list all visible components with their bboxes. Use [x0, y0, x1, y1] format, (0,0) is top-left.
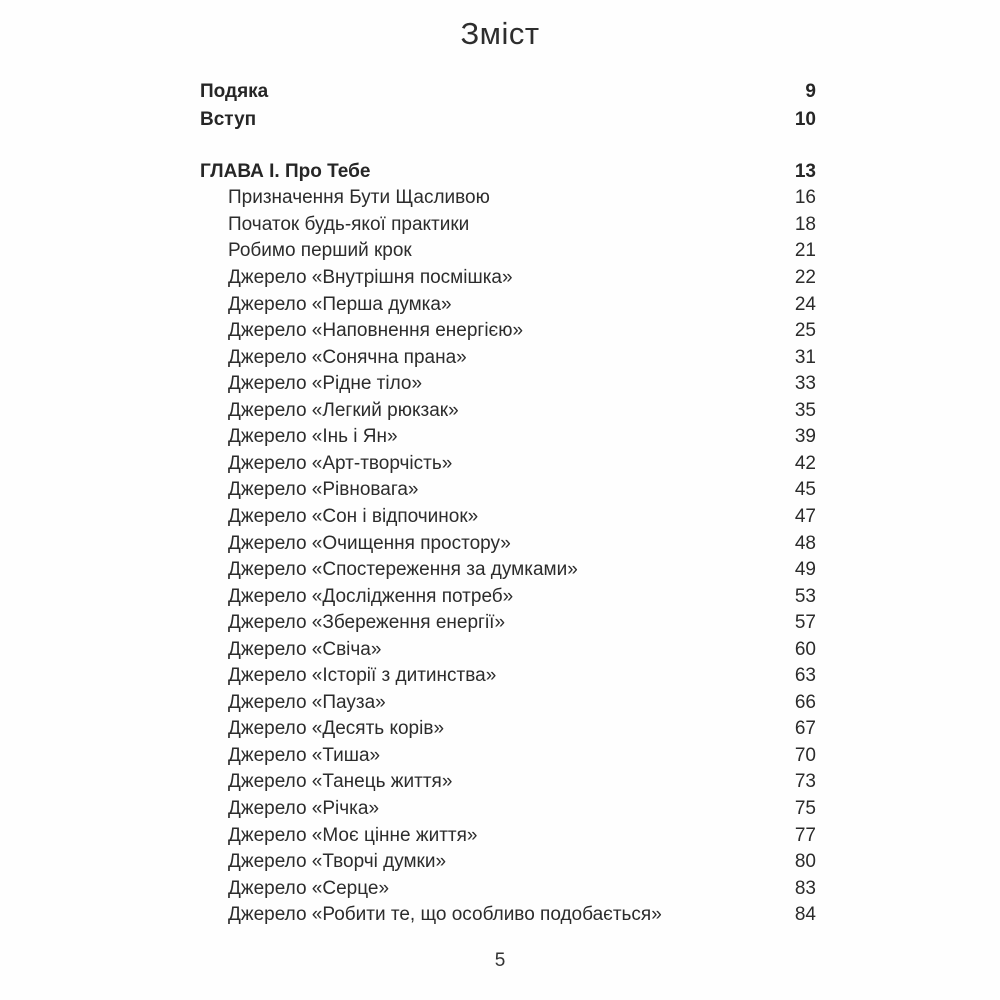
section-spacer: [200, 134, 816, 158]
toc-entry-label: Призначення Бути Щасливою: [228, 187, 490, 209]
page-title: Зміст: [460, 16, 540, 51]
toc-entry-label: Джерело «Історії з дитинства»: [228, 665, 497, 687]
toc-entry-label: Джерело «Арт-творчість»: [228, 452, 453, 474]
toc-entry-page-number: 45: [794, 479, 816, 501]
toc-entry-label: Джерело «Сон і відпочинок»: [228, 505, 479, 527]
toc-entry-page-number: 9: [805, 81, 816, 102]
toc-entry-page-number: 67: [794, 718, 816, 740]
toc-entry-row: [200, 743, 816, 770]
toc-entry-page-number: 42: [794, 452, 816, 474]
toc-entry-page-number: 22: [794, 267, 816, 289]
toc-entry-row: [200, 318, 816, 345]
toc-entry-label: Джерело «Дослідження потреб»: [228, 585, 514, 607]
toc-entry-row: [200, 637, 816, 664]
toc-entry-label: Джерело «Сонячна прана»: [228, 346, 467, 368]
toc-front-matter-row: [200, 78, 816, 106]
toc-entry-row: [200, 557, 816, 584]
toc-entry-label: Джерело «Робити те, що особливо подобається»: [228, 904, 662, 926]
toc-entry-label: Джерело «Свіча»: [228, 638, 382, 660]
toc-entry-row: [200, 504, 816, 531]
toc-entry-row: [200, 371, 816, 398]
toc-entry-row: [200, 584, 816, 611]
toc-entry-label: Джерело «Легкий рюкзак»: [228, 399, 459, 421]
toc-entry-row: [200, 796, 816, 823]
toc-entry-page-number: 49: [794, 559, 816, 581]
toc-entry-page-number: 73: [794, 771, 816, 793]
toc-entry-page-number: 83: [794, 877, 816, 899]
toc-entry-page-number: 70: [794, 744, 816, 766]
toc-entry-page-number: 77: [794, 824, 816, 846]
toc-entry-row: [200, 716, 816, 743]
page-folio-number: 5: [494, 950, 506, 971]
toc-entry-label: Джерело «Інь і Ян»: [228, 426, 398, 448]
toc-entry-label: Джерело «Внутрішня посмішка»: [228, 267, 513, 289]
toc-entry-row: [200, 531, 816, 558]
toc-entry-label: Джерело «Рідне тіло»: [228, 373, 423, 395]
toc-entry-row: [200, 398, 816, 425]
toc-entry-page-number: 63: [794, 665, 816, 687]
toc-entry-row: [200, 185, 816, 212]
toc-entry-label: Джерело «Десять корів»: [228, 718, 445, 740]
toc-entry-label: Джерело «Спостереження за думками»: [228, 559, 578, 581]
toc-entry-label: Джерело «Серце»: [228, 877, 390, 899]
toc-entry-row: [200, 849, 816, 876]
toc-front-matter-row: [200, 106, 816, 134]
toc-entry-label: Джерело «Творчі думки»: [228, 851, 447, 873]
toc-entry-label: Джерело «Танець життя»: [228, 771, 453, 793]
toc-entry-label: Джерело «Тиша»: [228, 744, 381, 766]
toc-entry-page-number: 39: [794, 426, 816, 448]
toc-entry-row: [200, 876, 816, 903]
toc-entry-page-number: 33: [794, 373, 816, 395]
toc-entry-label: Джерело «Збереження енергії»: [228, 612, 506, 634]
toc-entry-row: [200, 477, 816, 504]
toc-entry-page-number: 18: [794, 213, 816, 235]
toc-entry-row: [200, 823, 816, 850]
toc-entry-row: [200, 902, 816, 929]
toc-front-matter: [200, 78, 816, 134]
toc-entry-page-number: 31: [794, 346, 816, 368]
toc-entry-page-number: 10: [794, 108, 816, 130]
toc-entry-row: [200, 610, 816, 637]
toc-chapter-page-number: 13: [794, 160, 816, 182]
toc-entry-page-number: 47: [794, 505, 816, 527]
toc-entry-page-number: 35: [794, 399, 816, 421]
toc-entry-page-number: 60: [794, 638, 816, 660]
toc-entry-label: Вступ: [200, 108, 257, 130]
toc-entry-label: Джерело «Наповнення енергією»: [228, 320, 524, 342]
toc-entry-label: Початок будь-якої практики: [228, 213, 470, 235]
toc-entry-row: [200, 451, 816, 478]
toc-entry-row: [200, 345, 816, 372]
toc-entry-label: Джерело «Річка»: [228, 797, 380, 819]
toc-entry-label: Джерело «Перша думка»: [228, 293, 452, 315]
toc-entry-row: [200, 663, 816, 690]
toc-entry-label: Подяка: [200, 81, 269, 102]
toc-chapter-row: [200, 158, 816, 186]
toc-entry-row: [200, 769, 816, 796]
toc-entry-label: Джерело «Очищення простору»: [228, 532, 511, 554]
toc-entry-page-number: 53: [794, 585, 816, 607]
toc-entry-page-number: 84: [794, 904, 816, 926]
toc-entries: [200, 185, 816, 928]
toc-entry-row: [200, 238, 816, 265]
toc-entry-page-number: 48: [794, 532, 816, 554]
toc-content: [200, 78, 816, 929]
toc-entry-row: [200, 424, 816, 451]
toc-entry-page-number: 66: [794, 691, 816, 713]
toc-entry-page-number: 57: [794, 612, 816, 634]
toc-entry-label: Робимо перший крок: [228, 240, 412, 262]
toc-entry-label: Джерело «Рівновага»: [228, 479, 419, 501]
toc-entry-label: Джерело «Пауза»: [228, 691, 386, 713]
toc-entry-row: [200, 212, 816, 239]
toc-entry-page-number: 80: [794, 851, 816, 873]
toc-entry-row: [200, 265, 816, 292]
toc-entry-row: [200, 690, 816, 717]
toc-entry-row: [200, 292, 816, 319]
toc-chapter-label: ГЛАВА І. Про Тебе: [200, 160, 371, 182]
toc-entry-page-number: 25: [794, 320, 816, 342]
toc-entry-page-number: 21: [794, 240, 816, 262]
toc-entry-label: Джерело «Моє цінне життя»: [228, 824, 478, 846]
toc-entry-page-number: 16: [794, 187, 816, 209]
toc-entry-page-number: 75: [794, 797, 816, 819]
toc-entry-page-number: 24: [794, 293, 816, 315]
